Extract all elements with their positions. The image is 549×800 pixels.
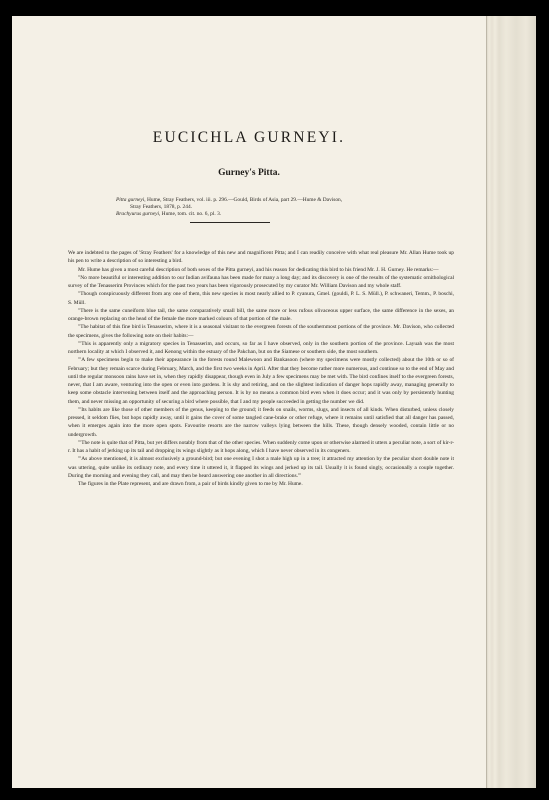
page-subtitle: Gurney's Pitta. [218,168,280,178]
paragraph: The figures in the Plate represent, and are drawn from, a pair of birds kindly given to me by Mr. Hume. [78,481,303,487]
title-divider [190,222,270,223]
paragraph: "Though conspicuously different from any one of them, this new species is most nearly allied to P. cyanura, Gmel. (gouldi, P. L. S. Müll.), P. schwaneri, Temm., P. boschi, S. Müll. [68,291,454,306]
page-title: EUCICHLA GURNEYI. [152,129,346,146]
reference-line-3: Brachyurus gurneyi, Hume, tom. cit. no. 6, pl. 3. [116,211,222,217]
paragraph: "'Its habits are like those of other members of the genus, keeping to the ground; it feeds on snails, worms, slugs, and insects of all kinds. When disturbed, unless closely pressed, it seldom flies, but hops rapidly away, until it gains the cover of some tangled cane-brake or other refuge, where it remains until satisfied that all danger has passed, when it emerges again into the more open spots. Favourite resorts are the narrow valleys lying between the hills. These, though densely wooded, contain little or no undergrowth. [68,406,454,438]
paragraph: Mr. Hume has given a most careful description of both sexes of the Pitta gurneyi, and his reason for dedicating this bird to his friend Mr. J. H. Gurney. He remarks:— [78,266,439,273]
paragraph: "'A few specimens begin to make their appearance in the forests round Malewoon and Bankasoon (where my specimens were mostly collected) about the 10th or so of February; but they remain scarce during February, March, and the first two weeks in April. After that they become rather more numerous, and continue so to the end of May and until the regular monsoon rains have set in, when they rapidly disappear, though even in July a few specimens may be met with. The bird confines itself to the evergreen forests, never, that I am aware, venturing into the open or even into gardens. It is shy and retiring, and on the slightest indication of danger hops rapidly away, managing generally to keep some obstacle intervening between itself and the approaching person. It is by no means a common bird even when it does occur; and it was only by persistently hunting them, and never missing an opportunity of securing a bird where possible, that I and my people succeeded in getting the number we did. [68,357,454,405]
body-text [68,249,454,488]
book-page [12,16,486,788]
paragraph: "'As above mentioned, it is almost exclusively a ground-bird; but one evening I shot a male high up in a tree; it attracted my attention by the peculiar short double note it was uttering, quite unlike its ordinary note, and every time it uttered it, it flapped its wings and jerked up its tail. Usually it is found singly, occasionally a couple together. During the morning and evening they call, and may then be heard answering one another in all directions.'" [68,456,454,479]
paragraph: "No more beautiful or interesting addition to our Indian avifauna has been made for many a long day; and its discovery is one of the results of the systematic ornithological survey of the Tenasserim Provinces which for the past two years has been vigorously prosecuted by my curator Mr. William Davison and my whole staff. [68,274,454,289]
book-page-edges [486,16,536,788]
paragraph: "The habitat of this fine bird is Tenasserim, where it is a seasonal visitant to the evergreen forests of the southernmost portions of the province. Mr. Davison, who collected the specimens, gives the following note on their habits:— [68,324,454,339]
reference-line-2: Stray Feathers, 1878, p. 244. [130,204,192,210]
paragraph: "'This is apparently only a migratory species in Tenasserim, and occurs, so far as I have observed, only in the southern portion of the province. Layuah was the most northern locality at which I observed it, and Kenong within the estuary of the Pakchan, but on the Siamese or southern side, the most southern. [68,340,454,355]
paragraph: "There is the same cuneiform blue tail, the same comparatively small bill, the same more or less rufous olivaceous upper surface, the same difference in the sexes, an orange-brown replacing on the head of the female the more marked colours of that portion of the male. [68,307,454,322]
paragraph: We are indebted to the pages of 'Stray Feathers' for a knowledge of this new and magnificent Pitta; and I can readily conceive with what real pleasure Mr. Allan Hume took up his pen to write a description of so interesting a bird. [68,250,454,265]
paragraph: "'The note is quite that of Pitta, but yet differs notably from that of the other species. When suddenly come upon or otherwise alarmed it utters a peculiar note, a sort of kir-r-r. It has a habit of jerking up its tail and dropping its wings slightly as it hops along, which I have never observed in its congeners. [68,439,454,454]
reference-line-1: Pitta gurneyi, Hume, Stray Feathers, vol. iii. p. 296.—Gould, Birds of Asia, part 29.—Hume & Davison, [116,197,343,203]
